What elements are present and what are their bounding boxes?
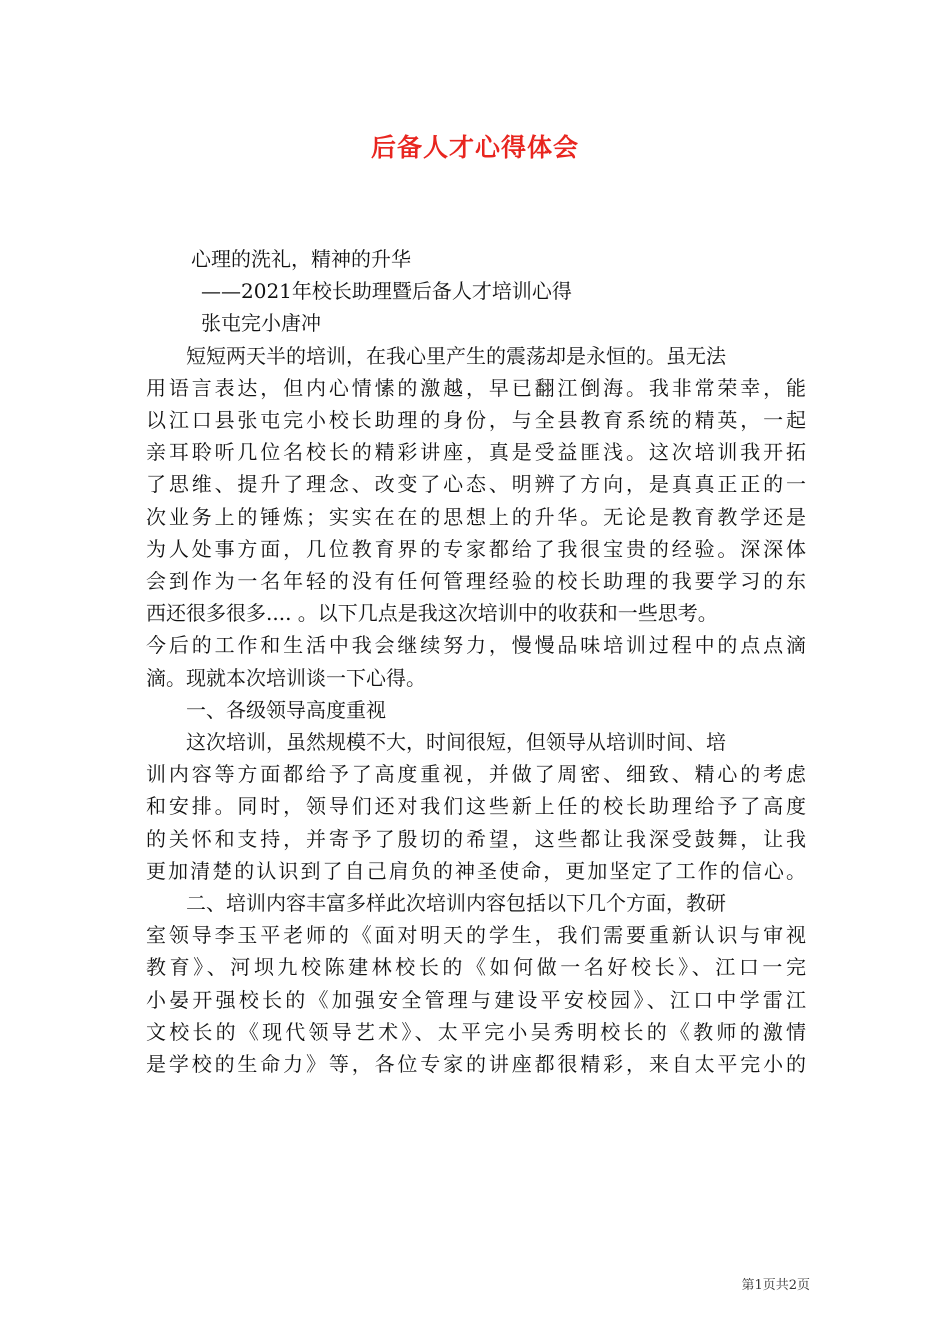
paragraph-line: 文校长的《现代领导艺术》、太平完小吴秀明校长的《教师的激情	[146, 1019, 806, 1044]
paragraph-line: 更加清楚的认识到了自己肩负的神圣使命，更加坚定了工作的信心。	[146, 858, 806, 883]
paragraph-leadership	[146, 726, 806, 887]
paragraph-line: 会到作为一名年轻的没有任何管理经验的校长助理的我要学习的东	[146, 569, 806, 594]
paragraph-line: 教育》、河坝九校陈建林校长的《如何做一名好校长》、江口一完	[146, 955, 806, 980]
paragraph-line: 西还很多很多.... 。以下几点是我这次培训中的收获和一些思考。	[146, 601, 718, 626]
paragraph-line: 训内容等方面都给予了高度重视，并做了周密、细致、精心的考虑	[146, 762, 806, 787]
paragraph-line: 这次培训，虽然规模不大，时间很短，但领导从培训时间、培	[186, 730, 726, 755]
paragraph-line: 是学校的生命力》等，各位专家的讲座都很精彩，来自太平完小的	[146, 1052, 806, 1077]
document-body	[146, 243, 806, 1080]
section-heading-1	[146, 694, 806, 726]
subtitle: 心理的洗礼，精神的升华	[191, 247, 411, 271]
paragraph-line: 了思维、提升了理念、改变了心态、明辨了方向，是真真正正的一	[146, 472, 806, 497]
paragraph-line: 亲耳聆听几位名校长的精彩讲座，真是受益匪浅。这次培训我开拓	[146, 440, 806, 465]
paragraph-line: 今后的工作和生活中我会继续努力，慢慢品味培训过程中的点点滴	[146, 633, 806, 658]
author-line: 张屯完小唐冲	[201, 311, 321, 336]
paragraph-content	[146, 887, 806, 1080]
byline: ——2021年校长助理暨后备人才培训心得	[201, 279, 572, 304]
paragraph-line: 和安排。同时，领导们还对我们这些新上任的校长助理给予了高度	[146, 794, 806, 819]
paragraph-intro	[146, 340, 806, 694]
document-title: 后备人才心得体会	[370, 133, 579, 162]
paragraph-line: 短短两天半的培训，在我心里产生的震荡却是永恒的。虽无法	[186, 343, 726, 368]
paragraph-line: 为人处事方面，几位教育界的专家都给了我很宝贵的经验。深深体	[146, 536, 806, 561]
paragraph-line: 二、培训内容丰富多样此次培训内容包括以下几个方面，教研	[186, 891, 726, 916]
section-heading: 一、各级领导高度重视	[186, 697, 386, 722]
paragraph-line: 次业务上的锤炼；实实在在的思想上的升华。无论是教育教学还是	[146, 504, 806, 529]
paragraph-line: 滴。现就本次培训谈一下心得。	[146, 665, 426, 690]
paragraph-line: 用语言表达，但内心情愫的激越，早已翻江倒海。我非常荣幸，能	[146, 375, 806, 400]
paragraph-line: 室领导李玉平老师的《面对明天的学生，我们需要重新认识与审视	[146, 923, 806, 948]
page-number: 第1页共2页	[741, 1278, 810, 1293]
paragraph-line: 小晏开强校长的《加强安全管理与建设平安校园》、江口中学雷江	[146, 987, 806, 1012]
paragraph-line: 的关怀和支持，并寄予了殷切的希望，这些都让我深受鼓舞，让我	[146, 826, 806, 851]
paragraph-line: 以江口县张屯完小校长助理的身份，与全县教育系统的精英，一起	[146, 408, 806, 433]
